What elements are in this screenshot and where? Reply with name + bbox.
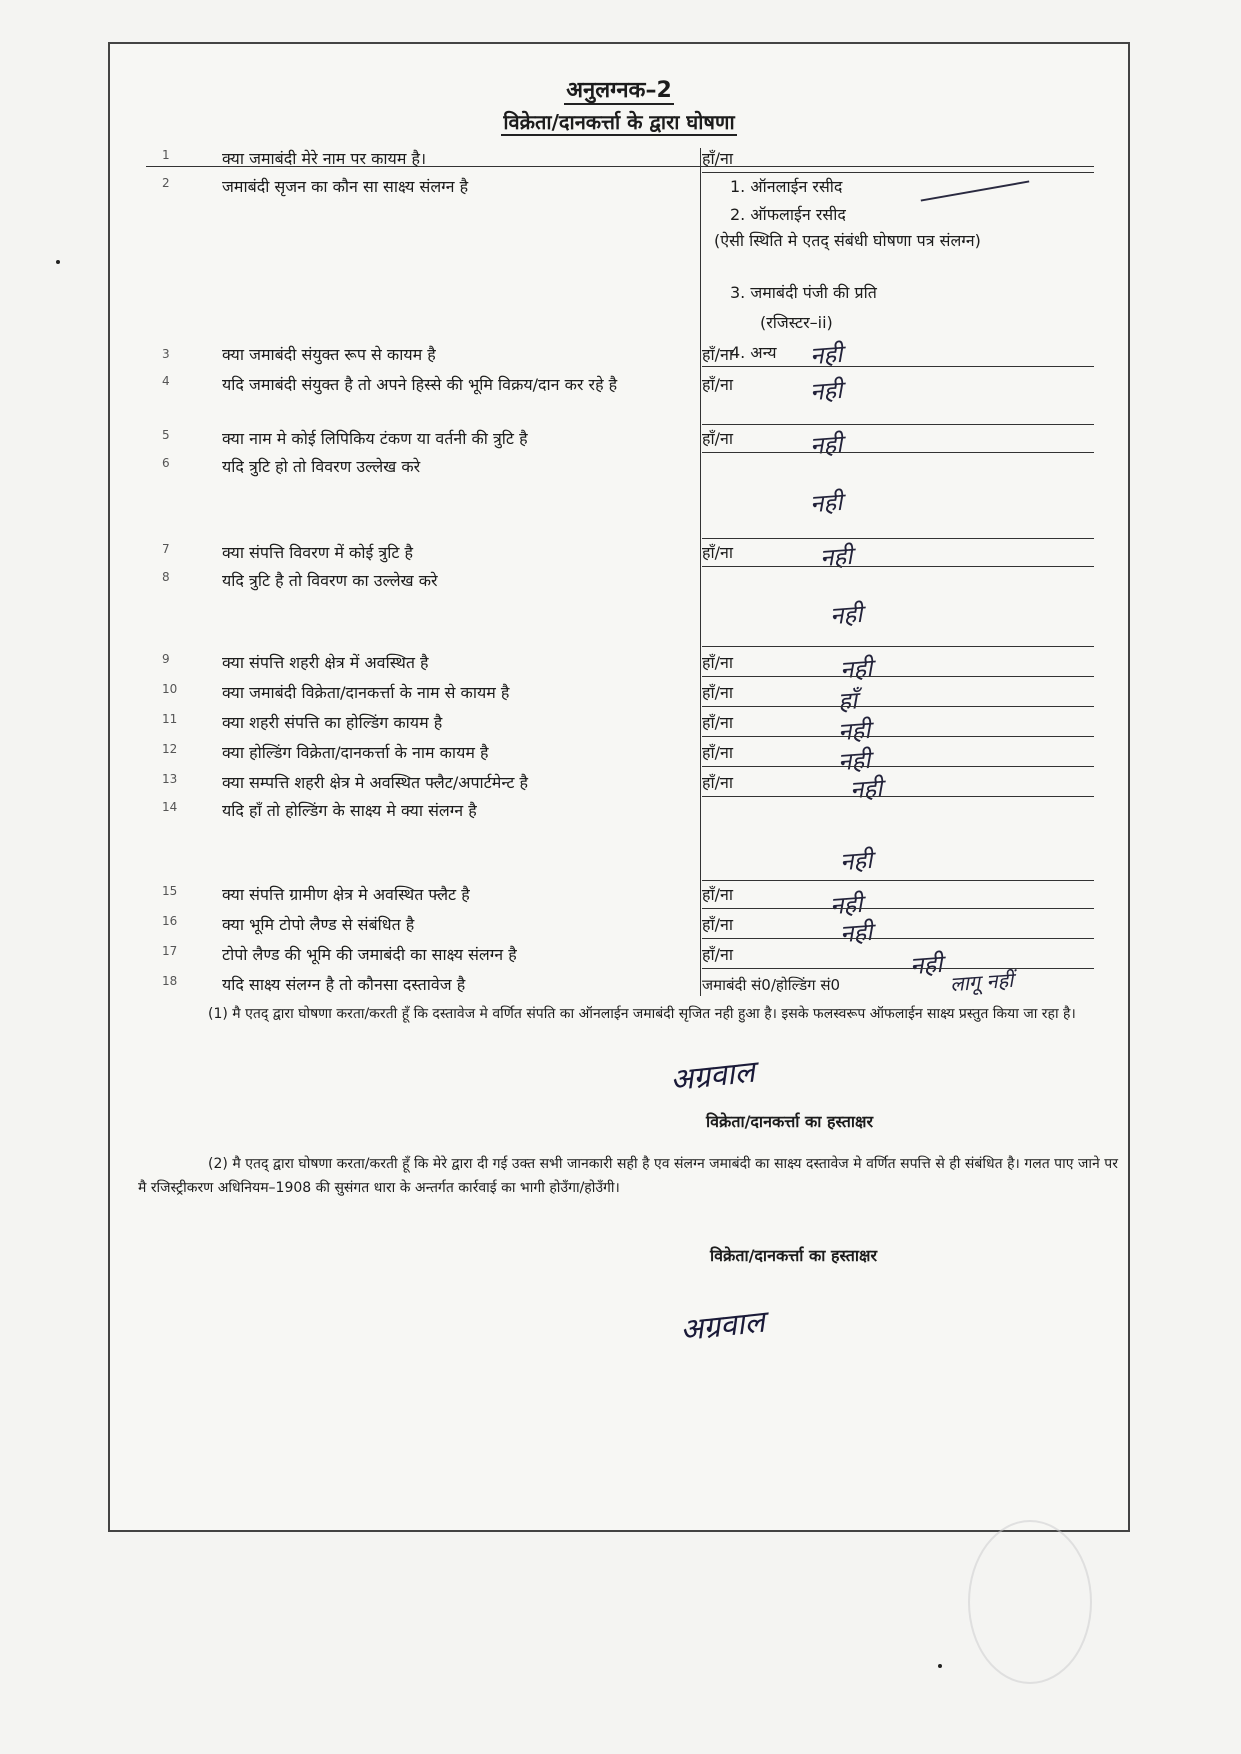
- row-divider: [702, 938, 1094, 939]
- signature-label-2: विक्रेता/दानकर्त्ता का हस्ताक्षर: [710, 1246, 878, 1265]
- handwritten-answer: हाँ: [837, 686, 858, 716]
- row-divider: [702, 766, 1094, 767]
- row-divider: [702, 736, 1094, 737]
- handwritten-answer: लागू नहीं: [949, 967, 1015, 997]
- speck: [56, 260, 60, 264]
- declaration-offline: (1) मै एतद् द्वारा घोषणा करता/करती हूँ कि दस्तावेज मे वर्णित संपति का ऑनलाईन जमाबंदी सृजित नही हुआ है। इसके फलस्वरूप ऑफलाईन साक्ष्य प्रस्तुत किया जा रहा है।: [208, 1006, 1076, 1022]
- option-offline-receipt: 2. ऑफलाईन रसीद: [730, 205, 846, 224]
- handwritten-answer: नही: [909, 949, 944, 981]
- column-divider: [700, 148, 701, 996]
- row-divider: [702, 538, 1094, 539]
- handwritten-answer: नही: [809, 339, 844, 371]
- row-divider: [702, 880, 1094, 881]
- handwritten-answer: नही: [829, 599, 864, 631]
- handwritten-answer: नही: [839, 917, 874, 949]
- option-other: 4. अन्य: [730, 343, 777, 362]
- row-divider: [702, 706, 1094, 707]
- row-divider: [702, 452, 1094, 453]
- faded-stamp: [968, 1520, 1092, 1684]
- row-divider: [702, 172, 1094, 173]
- handwritten-answer: नही: [849, 773, 884, 805]
- handwritten-signature-2: अग्रवाल: [678, 1304, 767, 1349]
- row-divider: [702, 646, 1094, 647]
- speck: [938, 1664, 942, 1668]
- declaration-accuracy: (2) मै एतद् द्वारा घोषणा करता/करती हूँ कि मेरे द्वारा दी गई उक्त सभी जानकारी सही है एव संलग्न जमाबंदी का साक्ष्य दस्तावेज मे वर्णित सपत्ति से ही संबंधित है। गलत पाए जाने पर मै रजिस्ट्रीकरण अधिनियम–1908 की सुसंगत धारा के अन्तर्गत कार्रवाई का भागी होउँगा/होउँगी।: [138, 1156, 1118, 1196]
- row-divider: [702, 908, 1094, 909]
- handwritten-answer: नही: [809, 429, 844, 461]
- option-register-copy: 3. जमाबंदी पंजी की प्रति: [730, 283, 877, 302]
- handwritten-answer: नही: [837, 745, 872, 777]
- handwritten-answer: नही: [829, 889, 864, 921]
- declaration-form: अनुलग्नक–2 विक्रेता/दानकर्त्ता के द्वारा घोषणा 1 क्या जमाबंदी मेरे नाम पर कायम है। हाँ/ना 2 जमाबंदी सृजन का कौन सा साक्ष्य संलग्न है 1. ऑनलाईन रसीद 2. ऑफलाईन रसीद (ऐसी स्थिति मे एतद् संबंधी घोषणा पत्र संलग्न) 3. जमाबंदी पंजी की प्रति (रजिस्टर–ii) 4. अन्य 3 क्या जमाबंदी संयुक्त रूप से कायम है हाँ/ना नही 4 यदि जमाबंदी संयुक्त है तो अपने हिस्से की भूमि विक्रय/दान कर रहे है हाँ/ना नही 5 क्या नाम मे कोई लिपिकिय टंकण या वर्तनी की त्रुटि है हाँ/ना नही 6 यदि त्रुटि हो तो विवरण उल्लेख करे नही 7 क्या संपत्ति विवरण में कोई त्रुटि है हाँ/ना नही 8 यदि त्रुटि है तो विवरण का उल्लेख करे नही 9 क्या संपत्ति शहरी क्षेत्र में अवस्थित है हाँ/ना नही 10 क्या जमाबंदी विक्रेता/दानकर्त्ता के नाम से कायम है हाँ/ना हाँ 11 क्या शहरी संपत्ति का होल्डिंग कायम है हाँ/ना नही 12 क्या होल्डिंग विक्रेता/दानकर्त्ता के नाम कायम है हाँ/ना नही 13 क्या सम्पत्ति शहरी क्षेत्र मे अवस्थित फ्लैट/अपार्टमेन्ट है हाँ/ना नही 14 यदि हाँ तो होल्डिंग के साक्ष्य मे क्या संलग्न है नही 15 क्या संपत्ति ग्रामीण क्षेत्र मे अवस्थित फ्लैट है हाँ/ना नही 16 क्या भूमि टोपो लैण्ड से संबंधित है हाँ/ना नही 17 टोपो लैण्ड की भूमि की जमाबंदी का साक्ष्य संलग्न है हाँ/ना नही 18 यदि साक्ष्य संलग्न है तो कौनसा दस्तावेज है जमाबंदी सं0/होल्डिंग सं0 लागू नहीं (1) मै एतद् द्वारा घोषणा करता/करती हूँ कि दस्तावेज मे वर्णित संपति का ऑनलाईन जमाबंदी सृजित नही हुआ है। इसके फलस्वरूप ऑफलाईन साक्ष्य प्रस्तुत किया जा रहा है। अग्रवाल विक्रेता/दानकर्त्ता का हस्ताक्षर (2) मै एतद् द्वारा घोषणा करता/करती हूँ कि मेरे द्वारा दी गई उक्त सभी जानकारी सही है एव संलग्न जमाबंदी का साक्ष्य दस्तावेज मे वर्णित सपत्ति से ही संबंधित है। गलत पाए जाने पर मै रजिस्ट्रीकरण अधिनियम–1908 की सुसंगत धारा के अन्तर्गत कार्रवाई का भागी होउँगा/होउँगी। विक्रेता/दानकर्त्ता का हस्ताक्षर अग्रवाल: [108, 42, 1130, 1532]
- handwritten-answer: नही: [839, 653, 874, 685]
- form-title: विक्रेता/दानकर्त्ता के द्वारा घोषणा: [503, 110, 735, 134]
- tick-mark: [921, 180, 1030, 201]
- row-divider: [702, 424, 1094, 425]
- handwritten-signature: अग्रवाल: [668, 1054, 757, 1099]
- handwritten-answer: नही: [839, 845, 874, 877]
- handwritten-answer: नही: [809, 487, 844, 519]
- row-divider: [702, 676, 1094, 677]
- handwritten-answer: नही: [837, 715, 872, 747]
- handwritten-answer: नही: [809, 375, 844, 407]
- handwritten-answer: नही: [819, 541, 854, 573]
- row-divider: [702, 366, 1094, 367]
- row-divider: [702, 968, 1094, 969]
- signature-label: विक्रेता/दानकर्त्ता का हस्ताक्षर: [706, 1112, 874, 1131]
- annexure-heading: अनुलग्नक–2: [566, 78, 672, 103]
- option-offline-note: (ऐसी स्थिति मे एतद् संबंधी घोषणा पत्र संलग्न): [714, 231, 981, 250]
- option-online-receipt: 1. ऑनलाईन रसीद: [730, 177, 843, 196]
- option-register-sub: (रजिस्टर–ii): [760, 313, 833, 332]
- row-divider: [702, 566, 1094, 567]
- row-divider: [702, 796, 1094, 797]
